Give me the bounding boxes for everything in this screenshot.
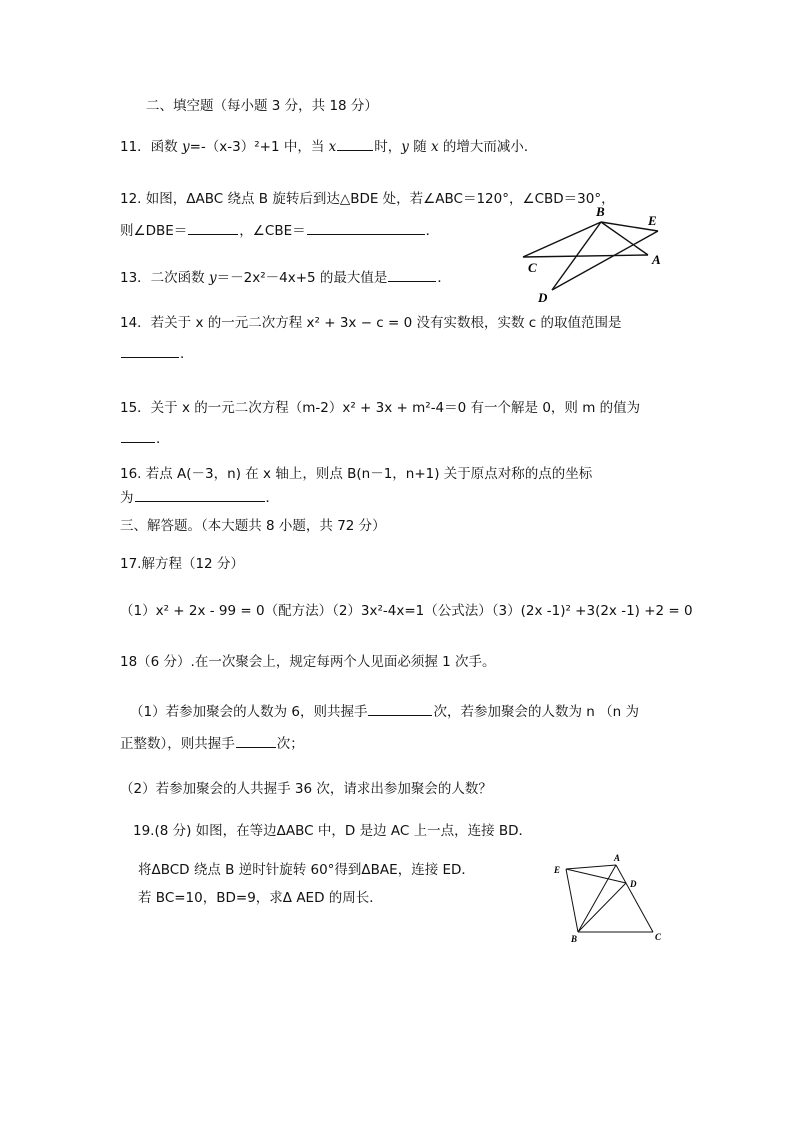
question-17-parts: （1）x² + 2x - 99 = 0（配方法）（2）3x²-4x=1（公式法）（3）(2x -1)² +3(2x -1) +2 = 0	[120, 603, 693, 619]
q19-label-D: D	[630, 879, 637, 889]
q11-x2: x	[431, 139, 439, 155]
q13-y: y	[208, 270, 217, 286]
question-15-line1: 15．关于 x 的一元二次方程（m-2）x² + 3x + m²-4＝0 有一个解是 0，则 m 的值为	[120, 400, 641, 416]
question-18-title: 18（6 分）.在一次聚会上，规定每两个人见面必须握 1 次手。	[120, 654, 496, 670]
q18-blank-six-people[interactable]	[368, 701, 432, 716]
q11-tail3: 的增大而减小．	[438, 139, 538, 155]
q13-lead: 13．二次函数	[120, 270, 209, 286]
q11-y2: y	[401, 139, 409, 155]
q19-label-A: A	[614, 853, 621, 863]
question-16-line1: 16. 若点 A(－3，n) 在 x 轴上，则点 B(n－1，n+1) 关于原点对称的点的坐标	[120, 466, 593, 482]
q19-label-C: C	[655, 932, 662, 942]
q14-tail: ．	[180, 346, 194, 362]
q11-tail1: 时，	[374, 139, 402, 155]
question-11	[120, 136, 537, 156]
q11-y: y	[181, 139, 190, 155]
q12-label-B: B	[596, 204, 605, 219]
q11-answer-blank[interactable]	[337, 136, 373, 151]
q13-eq: ＝－2x²－4x+5 的最大值是	[216, 270, 388, 286]
q18-p1-c: 正整数），则共握手	[120, 736, 235, 752]
q11-tail2: 随	[408, 139, 432, 155]
question-19-line2: 将ΔBCD 绕点 B 逆时针旋转 60°得到ΔBAE，连接 ED．	[138, 862, 475, 878]
q13-answer-blank[interactable]	[388, 267, 436, 282]
q15-tail: ．	[156, 431, 170, 447]
section3-title: 三、解答题。（本大题共 8 小题，共 72 分）	[120, 518, 386, 534]
q15-answer-blank[interactable]	[121, 428, 155, 443]
section2-title: 二、填空题（每小题 3 分，共 18 分）	[146, 98, 378, 114]
q12-label-C: C	[528, 260, 537, 275]
question-18-part2: （2）若参加聚会的人共握手 36 次，请求出参加聚会的人数？	[120, 781, 492, 797]
q12-line2-b: ，∠CBE＝	[239, 223, 306, 239]
question-15-line2	[120, 428, 170, 448]
q12-line2-a: 则∠DBE＝	[120, 223, 188, 239]
question-16-line2	[120, 487, 279, 507]
q12-blank-cbe[interactable]	[307, 220, 425, 235]
question-13	[120, 267, 451, 287]
q12-label-E: E	[648, 213, 657, 228]
q18-blank-n-people[interactable]	[236, 733, 276, 748]
q18-p1-d: 次；	[276, 736, 304, 752]
question-18-part1-line1	[130, 701, 639, 721]
q16-answer-blank[interactable]	[135, 487, 265, 502]
q19-label-E: E	[554, 865, 561, 875]
q12-line2-c: ．	[425, 223, 440, 239]
q16-line2-b: ．	[265, 490, 279, 506]
q12-label-A: A	[652, 252, 661, 267]
q11-x: x	[328, 139, 337, 155]
q18-p1-a: （1）若参加聚会的人数为 6，则共握手	[130, 704, 368, 720]
q16-line2-a: 为	[120, 490, 134, 506]
question-14-line2	[120, 343, 194, 363]
question-19-title: 19.(8 分) 如图，在等边ΔABC 中，D 是边 AC 上一点，连接 BD．	[133, 823, 533, 839]
q13-tail: ．	[437, 270, 451, 286]
q11-lead: 11．函数	[120, 139, 182, 155]
q11-eq: =-（x-3）²+1 中，当	[189, 139, 329, 155]
q18-p1-b: 次，若参加聚会的人数为 n （n 为	[433, 704, 639, 720]
question-12-line2	[120, 220, 439, 240]
q12-label-D: D	[538, 290, 548, 305]
question-18-part1-line2	[120, 733, 304, 753]
q19-label-B: B	[571, 934, 578, 944]
question-17-title: 17.解方程（12 分）	[120, 556, 244, 572]
question-19-line3: 若 BC=10，BD=9，求Δ AED 的周长．	[138, 890, 383, 906]
question-14-line1: 14．若关于 x 的一元二次方程 x² + 3x − c = 0 没有实数根，实数 c 的取值范围是	[120, 315, 622, 331]
q14-answer-blank[interactable]	[121, 343, 179, 358]
question-12-line1: 12. 如图，ΔABC 绕点 B 旋转后到达△BDE 处，若∠ABC＝120°，∠CBD＝30°，	[120, 191, 615, 207]
q12-blank-dbe[interactable]	[188, 220, 238, 235]
